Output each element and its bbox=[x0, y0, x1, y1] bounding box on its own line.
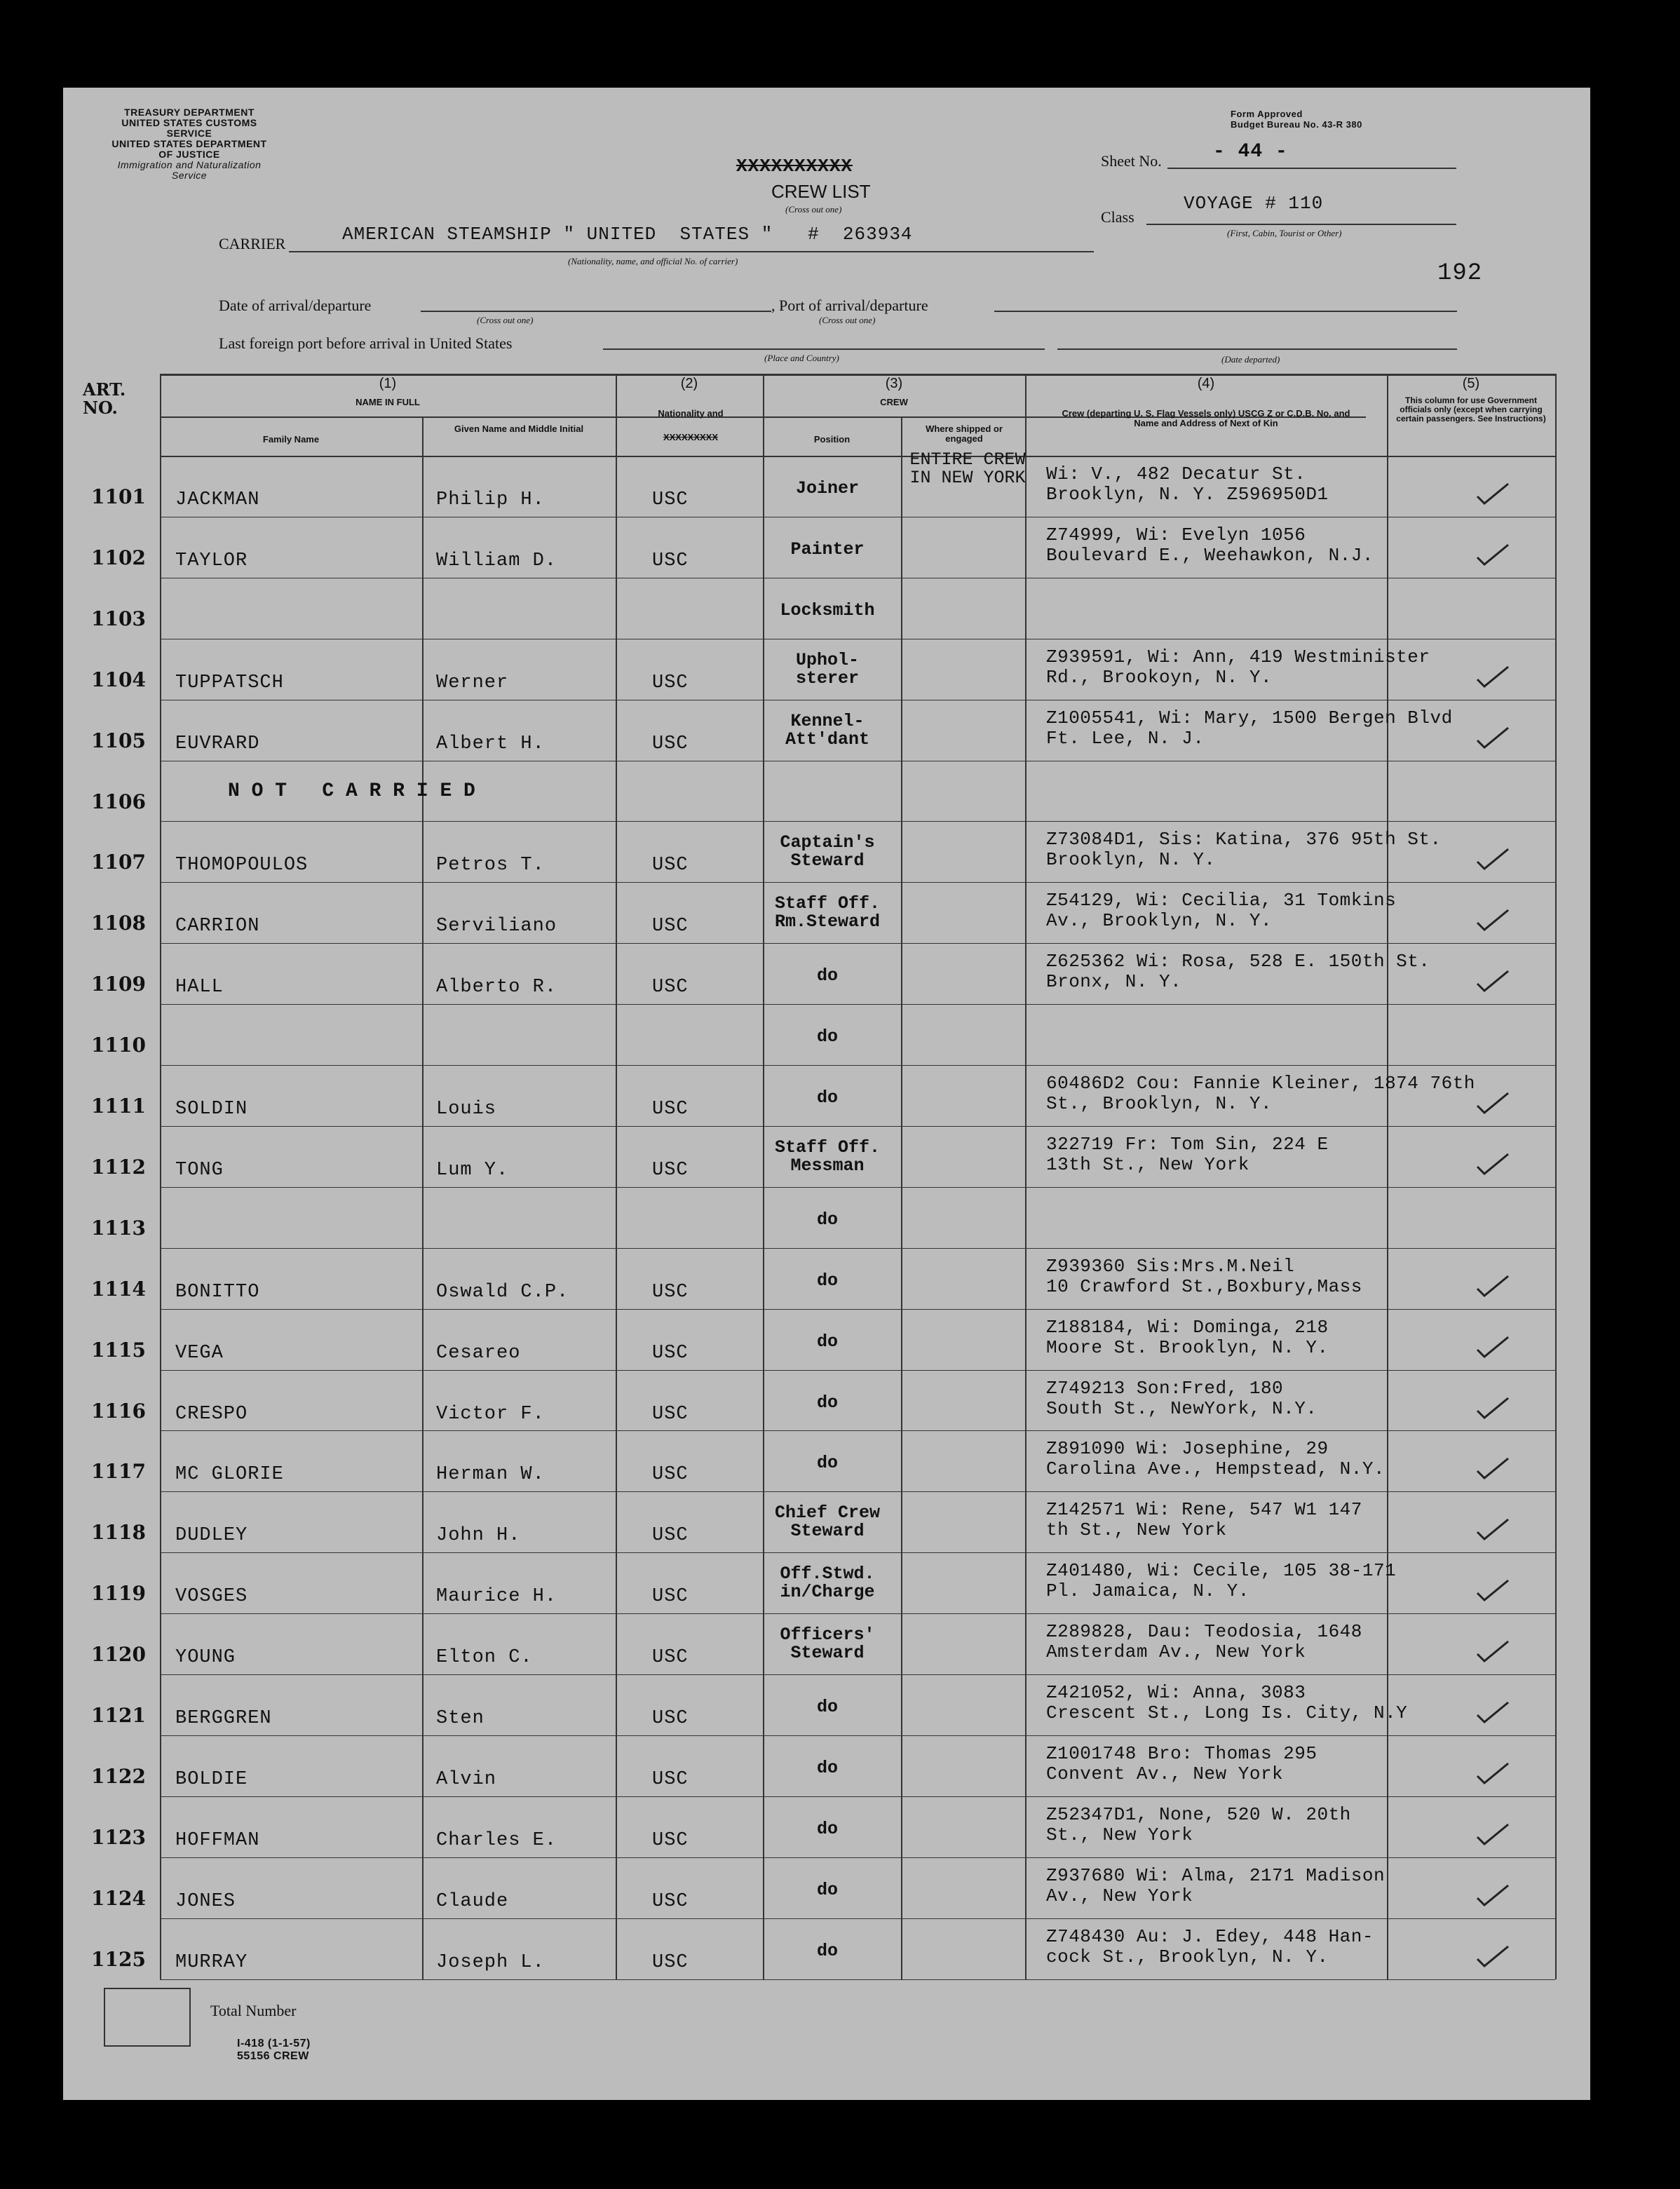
row-next-of-kin: Z891090 Wi: Josephine, 29 Carolina Ave., Hempstead, N.Y. bbox=[1046, 1438, 1386, 1480]
row-art-no: 1101 bbox=[91, 485, 146, 508]
row-nationality: USC bbox=[652, 977, 689, 998]
class-caption: (First, Cabin, Tourist or Other) bbox=[1227, 228, 1342, 238]
row-next-of-kin: Z939591, Wi: Ann, 419 Westminister Rd., Brookoyn, N. Y. bbox=[1046, 646, 1430, 688]
check-mark-icon bbox=[1476, 1273, 1510, 1297]
row-nationality: USC bbox=[652, 733, 689, 754]
row-given-name: Alvin bbox=[436, 1768, 497, 1790]
row-next-of-kin: Z749213 Son:Fred, 180 South St., NewYork, N.Y. bbox=[1046, 1377, 1317, 1419]
row-rule bbox=[160, 943, 1555, 944]
row-nationality: USC bbox=[652, 1525, 689, 1547]
c1-num: (1) bbox=[379, 376, 397, 391]
carrier-value: AMERICAN STEAMSHIP " UNITED STATES " # 263934 bbox=[342, 224, 913, 245]
row-family-name: YOUNG bbox=[175, 1647, 236, 1669]
row-nationality: USC bbox=[652, 1342, 689, 1364]
row-given-name: Joseph L. bbox=[436, 1951, 545, 1973]
row-family-name: JONES bbox=[175, 1890, 236, 1912]
row-art-no: 1113 bbox=[91, 1216, 146, 1240]
total-number-box bbox=[104, 1988, 191, 2047]
total-number-label: Total Number bbox=[210, 2002, 297, 2019]
row-given-name: Charles E. bbox=[436, 1829, 557, 1851]
c5-header: This column for use Government officials only (except when carrying certain passengers. See Instructions) bbox=[1396, 395, 1546, 423]
class-label: Class bbox=[1101, 208, 1134, 226]
row-given-name: Albert H. bbox=[436, 733, 545, 754]
row-art-no: 1122 bbox=[91, 1764, 146, 1788]
row-rule bbox=[160, 821, 1555, 822]
row-given-name: Cesareo bbox=[436, 1342, 521, 1364]
row-art-no: 1123 bbox=[91, 1825, 146, 1849]
last-port-label: Last foreign port before arrival in United States bbox=[219, 334, 513, 352]
row-art-no: 1115 bbox=[91, 1338, 146, 1362]
row-nationality: USC bbox=[652, 672, 689, 693]
row-given-name: Werner bbox=[436, 672, 509, 693]
row-art-no: 1116 bbox=[91, 1399, 146, 1423]
row-position: Off.Stwd. in/Charge bbox=[780, 1564, 875, 1603]
row-next-of-kin: 322719 Fr: Tom Sin, 224 E 13th St., New York bbox=[1046, 1133, 1329, 1175]
check-mark-icon bbox=[1476, 542, 1510, 566]
row-given-name: Sten bbox=[436, 1708, 485, 1729]
check-mark-icon bbox=[1476, 1944, 1510, 1967]
row-art-no: 1117 bbox=[91, 1460, 146, 1484]
row-art-no: 1111 bbox=[91, 1094, 146, 1118]
row-rule bbox=[160, 1979, 1555, 1980]
row-rule bbox=[160, 1735, 1555, 1736]
carrier-label: CARRIER bbox=[219, 235, 286, 252]
row-position: do bbox=[816, 1818, 838, 1839]
row-art-no: 1109 bbox=[91, 972, 146, 996]
row-art-no: 1125 bbox=[91, 1947, 146, 1971]
row-next-of-kin: 60486D2 Cou: Fannie Kleiner, 1874 76th St., Brooklyn, N. Y. bbox=[1046, 1073, 1475, 1114]
row-position: do bbox=[816, 1879, 838, 1900]
agency-block bbox=[105, 107, 273, 181]
row-nationality: USC bbox=[652, 489, 689, 510]
row-art-no: 1108 bbox=[91, 911, 146, 935]
c4-num: (4) bbox=[1197, 376, 1215, 391]
row-rule bbox=[160, 1370, 1555, 1371]
row-art-no: 1103 bbox=[91, 606, 146, 630]
row-position: Captain's Steward bbox=[780, 832, 875, 872]
c1-title: NAME IN FULL bbox=[355, 397, 420, 407]
nationality-struck: XXXXXXXXX bbox=[663, 432, 719, 442]
c5-num: (5) bbox=[1462, 376, 1480, 391]
row-rule bbox=[160, 1187, 1555, 1188]
row-art-no: 1106 bbox=[91, 789, 146, 813]
check-mark-icon bbox=[1476, 1700, 1510, 1723]
row-position: do bbox=[816, 1331, 838, 1352]
row-position: Staff Off. Rm.Steward bbox=[774, 893, 881, 933]
date-caption: (Cross out one) bbox=[477, 315, 534, 325]
family-header: Family Name bbox=[262, 434, 320, 445]
row-nationality: USC bbox=[652, 1951, 689, 1973]
form-approved-label: Form Approved bbox=[1231, 109, 1303, 119]
row-position: Uphol- sterer bbox=[795, 649, 859, 689]
form-crew: 55156 CREW bbox=[237, 2050, 309, 2062]
agency-line: Immigration and Naturalization Service bbox=[117, 159, 262, 181]
row-nationality: USC bbox=[652, 1647, 689, 1669]
where-shipped-value: ENTIRE CREW IN NEW YORK bbox=[909, 449, 1026, 488]
check-mark-icon bbox=[1476, 1395, 1510, 1419]
row-nationality: USC bbox=[652, 1708, 689, 1729]
row-next-of-kin: Z54129, Wi: Cecilia, 31 Tomkins Av., Brooklyn, N. Y. bbox=[1046, 890, 1397, 932]
row-rule bbox=[160, 1430, 1555, 1431]
row-art-no: 1124 bbox=[91, 1886, 146, 1910]
row-given-name: Philip H. bbox=[436, 489, 545, 510]
carrier-caption: (Nationality, name, and official No. of carrier) bbox=[568, 256, 738, 266]
row-position: Kennel- Att'dant bbox=[785, 710, 870, 750]
row-nationality: USC bbox=[652, 1464, 689, 1486]
row-art-no: 1105 bbox=[91, 728, 146, 752]
row-position: do bbox=[816, 1209, 838, 1230]
check-mark-icon bbox=[1476, 1151, 1510, 1175]
row-art-no: 1120 bbox=[91, 1643, 146, 1667]
row-nationality: USC bbox=[652, 1099, 689, 1120]
class-value: VOYAGE # 110 bbox=[1184, 193, 1324, 214]
row-rule bbox=[160, 1065, 1555, 1066]
row-nationality: USC bbox=[652, 916, 689, 937]
row-next-of-kin: Z939360 Sis:Mrs.M.Neil 10 Crawford St.,Boxbury,Mass bbox=[1046, 1255, 1362, 1297]
row-rule bbox=[160, 1918, 1555, 1919]
check-mark-icon bbox=[1476, 1883, 1510, 1906]
row-art-no: 1102 bbox=[91, 545, 146, 569]
row-family-name: TUPPATSCH bbox=[175, 672, 284, 693]
row-position: Chief Crew Steward bbox=[774, 1503, 881, 1542]
port-label: , Port of arrival/departure bbox=[771, 297, 928, 314]
check-mark-icon bbox=[1476, 1639, 1510, 1662]
page-number: 192 bbox=[1437, 260, 1483, 287]
check-mark-icon bbox=[1476, 968, 1510, 992]
row-given-name: Louis bbox=[436, 1099, 497, 1120]
row-rule bbox=[160, 1004, 1555, 1005]
row-family-name: VOSGES bbox=[175, 1586, 248, 1608]
row-given-name: John H. bbox=[436, 1525, 521, 1547]
row-nationality: USC bbox=[652, 855, 689, 876]
agency-line: TREASURY DEPARTMENT bbox=[124, 107, 255, 118]
art-no-header: ART. NO. bbox=[83, 379, 126, 418]
check-mark-icon bbox=[1476, 664, 1510, 688]
row-nationality: USC bbox=[652, 1829, 689, 1851]
row-art-no: 1104 bbox=[91, 667, 146, 691]
row-next-of-kin: Z401480, Wi: Cecile, 105 38-171 Pl. Jamaica, N. Y. bbox=[1046, 1560, 1397, 1602]
row-family-name: TONG bbox=[175, 1159, 224, 1181]
form-code: I-418 (1-1-57) bbox=[237, 2038, 311, 2049]
title-caption: (Cross out one) bbox=[785, 204, 842, 215]
row-rule bbox=[160, 1613, 1555, 1614]
c4-header: Crew (departing U. S. Flag Vessels only) USCG Z or C.D.B. No. and Name and Address of Next of Kin bbox=[1062, 408, 1350, 428]
row-next-of-kin: Z937680 Wi: Alma, 2171 Madison Av., New York bbox=[1046, 1864, 1386, 1906]
row-nationality: USC bbox=[652, 550, 689, 571]
crew-list-title: CREW LIST bbox=[771, 181, 871, 202]
date-departed-caption: (Date departed) bbox=[1221, 354, 1280, 365]
row-art-no: 1107 bbox=[91, 850, 146, 874]
row-given-name: Serviliano bbox=[436, 916, 557, 937]
row-given-name: William D. bbox=[436, 550, 557, 571]
row-family-name: HALL bbox=[175, 977, 224, 998]
row-position: Joiner bbox=[795, 478, 859, 499]
row-next-of-kin: Wi: V., 482 Decatur St. Brooklyn, N. Y. Z596950D1 bbox=[1046, 463, 1329, 505]
row-given-name: Herman W. bbox=[436, 1464, 545, 1486]
row-position: do bbox=[816, 965, 838, 987]
row-given-name: Victor F. bbox=[436, 1403, 545, 1425]
row-rule bbox=[160, 1674, 1555, 1675]
row-rule bbox=[160, 1309, 1555, 1310]
row-art-no: 1119 bbox=[91, 1582, 146, 1606]
row-next-of-kin: Z74999, Wi: Evelyn 1056 Boulevard E., Weehawkon, N.J. bbox=[1046, 524, 1374, 566]
budget-bureau: Budget Bureau No. 43-R 380 bbox=[1231, 119, 1362, 130]
check-mark-icon bbox=[1476, 1456, 1510, 1479]
row-given-name: Oswald C.P. bbox=[436, 1281, 569, 1303]
row-family-name: MC GLORIE bbox=[175, 1464, 284, 1486]
not-carried-note: N O T C A R R I E D bbox=[228, 780, 475, 802]
row-given-name: Lum Y. bbox=[436, 1159, 509, 1181]
row-given-name: Petros T. bbox=[436, 855, 545, 876]
row-position: do bbox=[816, 1026, 838, 1048]
check-mark-icon bbox=[1476, 1517, 1510, 1540]
agency-line: UNITED STATES DEPARTMENT OF JUSTICE bbox=[111, 138, 267, 160]
row-position: Officers' Steward bbox=[780, 1625, 875, 1664]
row-position: Staff Off. Messman bbox=[774, 1137, 881, 1176]
row-position: Locksmith bbox=[780, 599, 875, 621]
date-label: Date of arrival/departure bbox=[219, 297, 372, 314]
row-position: do bbox=[816, 1940, 838, 1961]
crew-list-form bbox=[63, 88, 1590, 2100]
check-mark-icon bbox=[1476, 907, 1510, 931]
row-next-of-kin: Z142571 Wi: Rene, 547 W1 147 th St., New York bbox=[1046, 1499, 1362, 1541]
struck-title: XXXXXXXXXX bbox=[736, 156, 853, 177]
row-family-name: BERGGREN bbox=[175, 1708, 272, 1729]
position-header: Position bbox=[813, 434, 851, 445]
row-nationality: USC bbox=[652, 1768, 689, 1790]
check-mark-icon bbox=[1476, 725, 1510, 749]
row-rule bbox=[160, 1248, 1555, 1249]
row-family-name: DUDLEY bbox=[175, 1525, 248, 1547]
check-mark-icon bbox=[1476, 481, 1510, 505]
check-mark-icon bbox=[1476, 1761, 1510, 1784]
row-art-no: 1118 bbox=[91, 1521, 146, 1545]
row-family-name: HOFFMAN bbox=[175, 1829, 260, 1851]
row-rule bbox=[160, 1796, 1555, 1797]
check-mark-icon bbox=[1476, 1578, 1510, 1601]
row-nationality: USC bbox=[652, 1281, 689, 1303]
given-header: Given Name and Middle Initial bbox=[454, 423, 584, 434]
row-family-name: CARRION bbox=[175, 916, 260, 937]
row-position: do bbox=[816, 1087, 838, 1108]
row-rule bbox=[160, 1491, 1555, 1492]
row-position: do bbox=[816, 1697, 838, 1717]
row-rule bbox=[160, 1126, 1555, 1127]
row-next-of-kin: Z188184, Wi: Dominga, 218 Moore St. Brooklyn, N. Y. bbox=[1046, 1316, 1329, 1358]
nationality-header: Nationality and bbox=[658, 408, 724, 419]
c2-num: (2) bbox=[680, 376, 698, 391]
row-nationality: USC bbox=[652, 1403, 689, 1425]
row-rule bbox=[160, 1552, 1555, 1553]
row-position: Painter bbox=[790, 538, 865, 560]
check-mark-icon bbox=[1476, 1822, 1510, 1845]
row-given-name: Alberto R. bbox=[436, 977, 557, 998]
row-position: do bbox=[816, 1270, 838, 1291]
row-rule bbox=[160, 882, 1555, 883]
row-given-name: Elton C. bbox=[436, 1647, 533, 1669]
row-next-of-kin: Z1001748 Bro: Thomas 295 Convent Av., New York bbox=[1046, 1742, 1317, 1784]
row-nationality: USC bbox=[652, 1586, 689, 1608]
row-nationality: USC bbox=[652, 1890, 689, 1912]
row-nationality: USC bbox=[652, 1159, 689, 1181]
row-art-no: 1114 bbox=[91, 1277, 146, 1301]
row-family-name: BOLDIE bbox=[175, 1768, 248, 1790]
sheet-label: Sheet No. bbox=[1101, 152, 1162, 170]
row-next-of-kin: Z73084D1, Sis: Katina, 376 95th St. Brooklyn, N. Y. bbox=[1046, 829, 1442, 871]
row-position: do bbox=[816, 1757, 838, 1778]
row-family-name: CRESPO bbox=[175, 1403, 248, 1425]
row-family-name: TAYLOR bbox=[175, 550, 248, 571]
row-rule bbox=[160, 1857, 1555, 1858]
row-family-name: EUVRARD bbox=[175, 733, 260, 754]
crew-header: CREW bbox=[880, 397, 908, 407]
row-family-name: THOMOPOULOS bbox=[175, 855, 309, 876]
row-family-name: VEGA bbox=[175, 1342, 224, 1364]
row-next-of-kin: Z748430 Au: J. Edey, 448 Han- cock St., Brooklyn, N. Y. bbox=[1046, 1925, 1374, 1967]
row-family-name: BONITTO bbox=[175, 1281, 260, 1303]
check-mark-icon bbox=[1476, 846, 1510, 870]
row-art-no: 1121 bbox=[91, 1704, 146, 1727]
form-approved bbox=[1231, 109, 1362, 130]
row-position: do bbox=[816, 1392, 838, 1413]
row-art-no: 1110 bbox=[91, 1033, 146, 1057]
sheet-value: - 44 - bbox=[1213, 141, 1288, 163]
row-family-name: SOLDIN bbox=[175, 1099, 248, 1120]
check-mark-icon bbox=[1476, 1334, 1510, 1358]
row-family-name: JACKMAN bbox=[175, 489, 260, 510]
row-next-of-kin: Z625362 Wi: Rosa, 528 E. 150th St. Bronx, N. Y. bbox=[1046, 951, 1430, 993]
row-given-name: Maurice H. bbox=[436, 1586, 557, 1608]
row-next-of-kin: Z421052, Wi: Anna, 3083 Crescent St., Long Is. City, N.Y bbox=[1046, 1682, 1408, 1723]
row-next-of-kin: Z289828, Dau: Teodosia, 1648 Amsterdam Av., New York bbox=[1046, 1621, 1362, 1663]
row-position: do bbox=[816, 1453, 838, 1474]
check-mark-icon bbox=[1476, 1090, 1510, 1114]
row-given-name: Claude bbox=[436, 1890, 509, 1912]
row-next-of-kin: Z52347D1, None, 520 W. 20th St., New York bbox=[1046, 1803, 1351, 1845]
row-next-of-kin: Z1005541, Wi: Mary, 1500 Bergen Blvd Ft. Lee, N. J. bbox=[1046, 707, 1453, 749]
row-art-no: 1112 bbox=[91, 1155, 146, 1179]
row-family-name: MURRAY bbox=[175, 1951, 248, 1973]
agency-line: UNITED STATES CUSTOMS SERVICE bbox=[121, 117, 257, 139]
port-caption: (Cross out one) bbox=[819, 315, 876, 325]
c3-num: (3) bbox=[885, 376, 903, 391]
place-caption: (Place and Country) bbox=[764, 353, 839, 363]
where-shipped-header: Where shipped or engaged bbox=[926, 423, 1003, 444]
